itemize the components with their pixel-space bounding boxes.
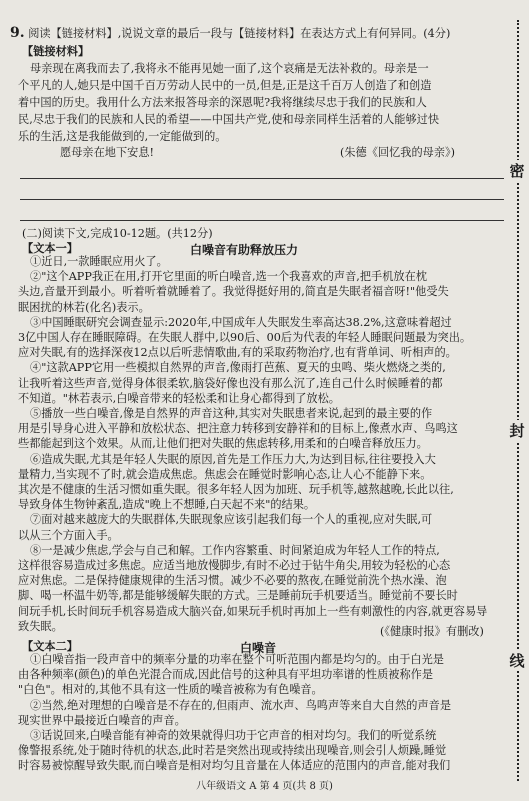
text1-line: 其次是不健康的生活习惯如重失眠。很多年轻人因为加班、玩手机等,越熬越晚,长此以往, (18, 483, 454, 496)
text1-line: 间玩手机,长时间玩手机容易造成大脑兴奋,如果玩手机时再加上一些有刺激性的内容,就更容易导 (18, 604, 488, 618)
q9-material-line: 乐的生活,这是我能做到的,一定能做到的。 (18, 130, 227, 143)
q9-closing: 愿母亲在地下安息! (60, 146, 154, 159)
q9-prompt-line (10, 26, 498, 41)
text2-line: ②当然,绝对理想的白噪音是不存在的,但雨声、流水声、鸟鸣声等来自大自然的声音是 (30, 698, 452, 712)
q9-material-line: 着中国的历史。我用什么方法来报答母亲的深恩呢?我将继续尽忠于我们的民族和人 (18, 96, 427, 109)
q9-material-line: 母亲现在离我而去了,我将永不能再见她一面了,这个哀痛是无法补救的。母亲是一 (30, 62, 429, 75)
text1-line: 用是引导身心进入平静和放松状态、把注意力转移到安静祥和的目标上,像煮水声、鸟鸣这 (18, 422, 458, 436)
text1-line: 3亿中国人存在睡眠障碍。在失眠人群中,以90后、00后为代表的年轻人睡眠问题最为突出。 (18, 331, 472, 344)
seal-mark-xian: 线 (507, 650, 527, 671)
text2-line: "白色"。相对的,其他不具有这一性质的噪音被称为有色噪音。 (18, 683, 323, 697)
text1-line: 脚、喝一杯温牛奶等,都是能够缓解失眠的方式。三是睡前玩手机要适当。睡觉前不要长时 (18, 589, 458, 603)
text2-label: 【文本二】 (22, 639, 78, 653)
text1-line: 导致身体生物钟紊乱,造成"晚上不想睡,白天起不来"的结果。 (18, 498, 316, 512)
section2-heading: (二)阅读下文,完成10-12题。(共12分) (22, 227, 213, 240)
text1-line: 些都能起到这个效果。从而,让他们把对失眠的焦虑转移,用柔和的白噪音释放压力。 (18, 437, 428, 451)
answer-line-3[interactable] (20, 220, 504, 221)
text1-line: 以从三个方面入手。 (18, 528, 119, 542)
text1-line: 致失眠。 (18, 619, 63, 633)
text1-line: ⑦面对越来越庞大的失眠群体,失眠现象应该引起我们每一个人的重视,应对失眠,可 (30, 513, 433, 527)
q9-number: 9. (10, 26, 25, 41)
text1-label: 【文本一】 (22, 241, 78, 255)
q9-prompt: 阅读【链接材料】,说说文章的最后一段与【链接材料】在表达方式上有何异同。(4分) (28, 27, 451, 40)
seal-mark-feng: 封 (507, 420, 527, 441)
text1-line: ⑤播放一些白噪音,像是自然界的声音这种,其实对失眠患者来说,起到的最主要的作 (30, 407, 433, 420)
seal-mark-mi: 密 (507, 160, 527, 181)
text1-line: 量精力,当实现不了时,就会造成焦虑。焦虑会在睡觉时影响心态,让人心不能静下来。 (18, 467, 432, 481)
text1-line: 让我听着这些声音,觉得身体很柔软,脑袋好像也没有那么沉了,连自己什么时候睡着的都 (18, 376, 443, 390)
text1-line: ④"这款APP它用一些模拟自然界的声音,像雨打芭蕉、夏天的虫鸣、柴火燃烧之类的, (30, 361, 446, 375)
text1-line: 眠困扰的林若(化名)表示。 (18, 300, 150, 314)
text1-line: 头边,音量开到最小。听着听着就睡着了。我觉得挺好用的,简直是失眠者福音呀!"他受失 (18, 285, 449, 299)
text1-line: 应对失眠,有的选择深夜12点以后听悲情歌曲,有的采取药物治疗,也有背单词、听相声的。 (18, 346, 457, 360)
text1-line: ①近日,一款睡眠应用火了。 (30, 255, 168, 268)
text2-line: 由各种频率(颜色)的单色光混合而成,因此信号的这种具有平坦功率谱的性质被称作是 (18, 668, 434, 682)
text1-line: 这样很容易造成过多焦虑。应适当地放慢脚步,有时不必过于钻牛角尖,用较为轻松的心态 (18, 559, 451, 572)
text1-line: ②"这个APP我正在用,打开它里面的听白噪音,选一个我喜欢的声音,把手机放在枕 (30, 270, 427, 284)
q9-material-label: 【链接材料】 (22, 44, 90, 58)
q9-material-line: 个平凡的人,她只是中国千百万劳动人民中的一员,但是,正是这千百万人创造了和创造 (18, 79, 432, 92)
text1-title: 白噪音有助释放压力 (190, 243, 299, 257)
page-footer: 八年级语文 A 第 4 页(共 8 页) (196, 781, 333, 792)
text1-source: (《健康时报》有删改) (380, 625, 484, 638)
text1-line: ⑧一是减少焦虑,学会与自己和解。工作内容繁重、时间紧迫成为年轻人工作的特点, (30, 543, 440, 557)
answer-line-1[interactable] (20, 178, 504, 179)
binding-margin (505, 0, 529, 801)
text2-line: 现实世界中最接近白噪音的声音。 (18, 713, 186, 727)
text2-line: 像警报系统,处于随时待机的状态,此时若是突然出现或持续出现噪音,则会引人烦躁,睡觉 (18, 744, 447, 758)
q9-material-line: 民,尽忠于我们的民族和人民的希望——中国共产党,使和母亲同样生活着的人能够过快 (18, 113, 440, 126)
text2-line: ③话说回来,白噪音能有神奇的效果就得归功于它声音的相对均匀。我们的听觉系统 (30, 729, 437, 742)
text1-line: 不知道。"林若表示,白噪音带来的轻松柔和让身心都得到了放松。 (18, 391, 340, 405)
text2-line: ①白噪音指一段声音中的频率分量的功率在整个可听范围内都是均匀的。由于白光是 (30, 653, 444, 666)
answer-line-2[interactable] (20, 199, 504, 200)
text1-line: ③中国睡眠研究会调查显示:2020年,中国成年人失眠发生率高达38.2%,这意味着超过 (30, 315, 452, 329)
text1-line: ⑥造成失眠,尤其是年轻人失眠的原因,首先是工作压力大,为达到目标,往往要投入大 (30, 452, 436, 466)
text2-line: 时容易被惊醒导致失眠,而白噪音是相对均匀且音量在人体适应的范围内的声音,能对我们 (18, 759, 451, 773)
text1-line: 应对焦虑。二是保持健康规律的生活习惯。减少不必要的熬夜,在睡觉前洗个热水澡、泡 (18, 574, 447, 588)
q9-source: (朱德《回忆我的母亲》) (340, 146, 456, 159)
text2-title: 白噪音 (240, 641, 277, 655)
